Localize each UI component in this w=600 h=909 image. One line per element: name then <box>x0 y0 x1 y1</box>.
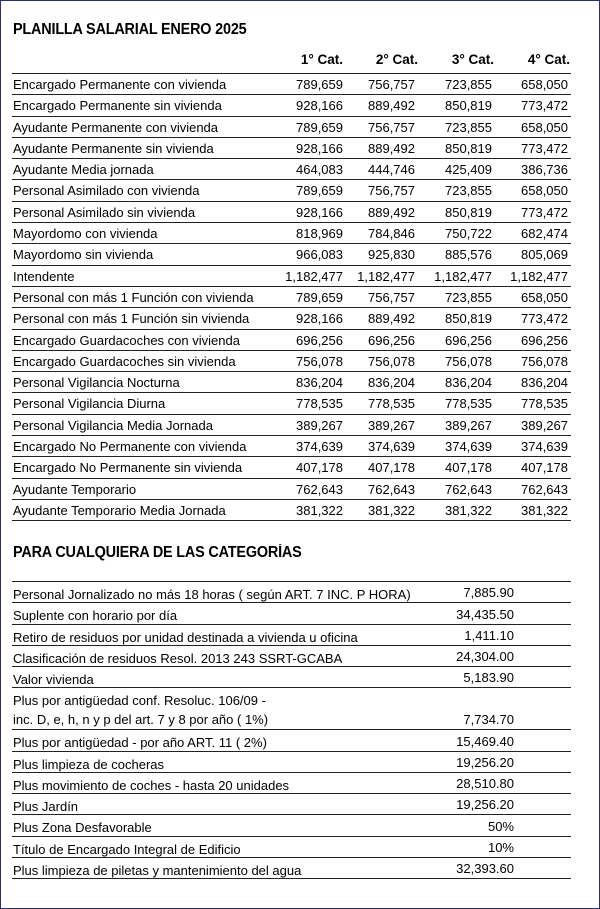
cell-cat-4: 836,204 <box>521 375 568 391</box>
row-label: Ayudante Permanente con vivienda <box>13 119 219 135</box>
cell-cat-3: 850,819 <box>445 204 492 220</box>
table-row <box>12 244 571 265</box>
list-item <box>12 858 571 879</box>
cell-cat-4: 658,050 <box>521 119 568 135</box>
cell-cat-2: 925,830 <box>368 247 415 263</box>
item-value: 50% <box>487 818 514 834</box>
cell-cat-1: 762,643 <box>296 481 343 497</box>
cell-cat-4: 658,050 <box>521 183 568 199</box>
cell-cat-2: 836,204 <box>368 375 415 391</box>
cell-cat-3: 723,855 <box>445 183 492 199</box>
table-row <box>12 74 571 95</box>
extras-table-title: PARA CUALQUIERA DE LAS CATEGORÍAS <box>13 544 302 561</box>
cell-cat-1: 464,083 <box>296 162 343 178</box>
cell-cat-1: 778,535 <box>296 396 343 412</box>
table-row <box>12 117 571 138</box>
cell-cat-2: 756,757 <box>368 119 415 135</box>
cell-cat-4: 658,050 <box>521 289 568 305</box>
row-label: Intendente <box>13 268 75 284</box>
table-row <box>12 330 571 351</box>
cell-cat-2: 756,078 <box>368 353 415 369</box>
cell-cat-2: 1,182,477 <box>357 268 415 284</box>
item-label <box>13 628 358 647</box>
row-label: Ayudante Temporario <box>13 481 137 497</box>
cell-cat-1: 374,639 <box>296 439 343 455</box>
row-label: Ayudante Temporario Media Jornada <box>13 502 226 518</box>
cell-cat-2: 784,846 <box>368 226 415 242</box>
table-row <box>12 457 571 478</box>
cell-cat-4: 773,472 <box>521 311 568 327</box>
cell-cat-3: 885,576 <box>445 247 492 263</box>
table-row <box>12 372 571 393</box>
item-value: 7,885.90 <box>463 585 514 601</box>
item-label-line: Plus movimiento de coches - hasta 20 unidades <box>13 777 290 793</box>
item-value: 5,183.90 <box>463 670 514 686</box>
table-row <box>12 95 571 116</box>
item-label-line: Plus limpieza de cocheras <box>13 756 165 772</box>
cell-cat-4: 756,078 <box>521 353 568 369</box>
item-label-line: Plus limpieza de piletas y mantenimiento del agua <box>13 862 302 878</box>
item-label-line: Suplente con horario por día <box>13 608 178 624</box>
row-label: Encargado No Permanente con vivienda <box>13 439 247 455</box>
salary-table <box>12 74 571 521</box>
cell-cat-1: 818,969 <box>296 226 343 242</box>
item-label <box>13 649 342 668</box>
cell-cat-3: 723,855 <box>445 119 492 135</box>
item-value: 32,393.60 <box>456 861 514 876</box>
cell-cat-3: 850,819 <box>445 311 492 327</box>
cell-cat-1: 836,204 <box>296 375 343 391</box>
list-item <box>12 837 571 858</box>
row-label: Ayudante Permanente sin vivienda <box>13 140 214 156</box>
table-row <box>12 393 571 414</box>
item-value: 24,304.00 <box>456 649 514 664</box>
cell-cat-2: 756,757 <box>368 289 415 305</box>
item-label-line: Plus Zona Desfavorable <box>13 820 152 836</box>
cell-cat-4: 381,322 <box>521 502 568 518</box>
item-label <box>13 585 411 604</box>
cell-cat-2: 374,639 <box>368 439 415 455</box>
row-label: Personal Asimilado con vivienda <box>13 183 200 199</box>
row-label: Mayordomo con vivienda <box>13 226 158 242</box>
row-label: Personal Vigilancia Nocturna <box>13 375 180 391</box>
item-label <box>13 776 289 795</box>
cell-cat-1: 389,267 <box>296 417 343 433</box>
table-row <box>12 138 571 159</box>
cell-cat-1: 789,659 <box>296 183 343 199</box>
item-value: 19,256.20 <box>456 797 514 813</box>
cell-cat-1: 789,659 <box>296 119 343 135</box>
item-value: 7,734.70 <box>463 712 514 728</box>
cell-cat-1: 966,083 <box>296 247 343 263</box>
list-item <box>12 730 571 751</box>
table-row <box>12 415 571 436</box>
row-label: Personal Asimilado sin vivienda <box>13 204 196 220</box>
cell-cat-1: 381,322 <box>296 502 343 518</box>
cell-cat-3: 1,182,477 <box>434 268 492 284</box>
row-label: Encargado Guardacoches sin vivienda <box>13 353 236 369</box>
extras-table <box>12 582 571 879</box>
table-row <box>12 180 571 201</box>
table-row <box>12 500 571 521</box>
cell-cat-3: 425,409 <box>445 162 492 178</box>
item-value: 15,469.40 <box>456 733 514 749</box>
item-label-line: Personal Jornalizado no más 18 horas ( según ART. 7 INC. P HORA) <box>13 587 411 602</box>
cell-cat-2: 407,178 <box>368 460 415 476</box>
table-row <box>12 308 571 329</box>
item-value: 1,411.10 <box>464 627 514 643</box>
item-label-line: Plus Jardín <box>13 799 79 814</box>
item-value: 10% <box>487 839 514 855</box>
list-item <box>12 688 571 730</box>
cell-cat-2: 444,746 <box>368 162 415 178</box>
cell-cat-1: 1,182,477 <box>285 268 343 284</box>
list-item <box>12 752 571 773</box>
cell-cat-2: 696,256 <box>368 332 415 348</box>
column-header-cat-2: 2° Cat. <box>375 52 418 67</box>
cell-cat-2: 762,643 <box>368 481 415 497</box>
cell-cat-3: 723,855 <box>445 77 492 92</box>
cell-cat-4: 682,474 <box>521 226 568 242</box>
item-label-line: Valor vivienda <box>13 672 94 687</box>
cell-cat-3: 778,535 <box>445 396 492 412</box>
column-header-cat-1: 1° Cat. <box>300 52 343 67</box>
cell-cat-2: 381,322 <box>368 502 415 518</box>
item-label-line: Título de Encargado Integral de Edificio <box>13 841 241 857</box>
cell-cat-1: 928,166 <box>296 204 343 220</box>
item-label-line: Plus por antigüedad conf. Resoluc. 106/09 - <box>13 693 266 709</box>
cell-cat-2: 889,492 <box>368 98 415 114</box>
list-item <box>12 794 571 815</box>
cell-cat-3: 723,855 <box>445 289 492 305</box>
column-header-cat-4: 4° Cat. <box>527 52 570 67</box>
item-label-line-2: inc. D, e, h, n y p del art. 7 y 8 por año ( 1%) <box>13 712 269 728</box>
cell-cat-4: 374,639 <box>521 439 568 455</box>
row-label: Encargado Guardacoches con vivienda <box>13 332 240 348</box>
item-label <box>13 840 241 859</box>
list-item <box>12 815 571 836</box>
cell-cat-2: 889,492 <box>368 311 415 327</box>
list-item <box>12 582 571 603</box>
cell-cat-4: 773,472 <box>521 204 568 220</box>
cell-cat-1: 756,078 <box>296 353 343 369</box>
cell-cat-3: 836,204 <box>445 375 492 391</box>
list-item <box>12 773 571 794</box>
row-label: Ayudante Media jornada <box>13 162 154 178</box>
cell-cat-3: 756,078 <box>445 353 492 369</box>
row-label: Personal con más 1 Función con vivienda <box>13 289 254 305</box>
cell-cat-1: 407,178 <box>296 460 343 476</box>
row-label: Personal Vigilancia Media Jornada <box>13 417 213 433</box>
table-row <box>12 223 571 244</box>
cell-cat-4: 696,256 <box>521 332 568 348</box>
item-label <box>13 670 94 689</box>
item-label-line: Plus por antigüedad - por año ART. 11 ( 2%) <box>13 735 267 751</box>
list-item <box>12 667 571 688</box>
table-row <box>12 266 571 287</box>
cell-cat-1: 696,256 <box>296 332 343 348</box>
item-label-line: Retiro de residuos por unidad destinada a vivienda u oficina <box>13 629 358 645</box>
cell-cat-4: 805,069 <box>521 247 568 263</box>
row-label: Encargado No Permanente sin vivienda <box>13 460 243 476</box>
cell-cat-3: 389,267 <box>445 417 492 433</box>
item-value: 34,435.50 <box>456 606 514 622</box>
item-value: 28,510.80 <box>456 776 514 791</box>
cell-cat-3: 750,722 <box>445 226 492 242</box>
table-row <box>12 202 571 223</box>
item-label-line: Clasificación de residuos Resol. 2013 243 SSRT-GCABA <box>13 650 343 666</box>
cell-cat-4: 773,472 <box>521 98 568 114</box>
row-label: Encargado Permanente con vivienda <box>13 77 227 92</box>
cell-cat-3: 407,178 <box>445 460 492 476</box>
cell-cat-3: 850,819 <box>445 140 492 156</box>
row-label: Personal Vigilancia Diurna <box>13 396 166 412</box>
cell-cat-4: 386,736 <box>521 162 568 178</box>
cell-cat-1: 928,166 <box>296 140 343 156</box>
table-row <box>12 287 571 308</box>
item-value: 19,256.20 <box>456 754 514 770</box>
cell-cat-1: 928,166 <box>296 311 343 327</box>
column-header-cat-3: 3° Cat. <box>451 52 494 67</box>
table-row <box>12 436 571 457</box>
table-row <box>12 351 571 372</box>
item-label <box>13 733 267 752</box>
cell-cat-1: 928,166 <box>296 98 343 114</box>
list-item <box>12 625 571 646</box>
cell-cat-3: 374,639 <box>445 439 492 455</box>
item-label <box>13 861 301 880</box>
list-item <box>12 646 571 667</box>
cell-cat-2: 389,267 <box>368 417 415 433</box>
cell-cat-4: 773,472 <box>521 140 568 156</box>
row-label: Encargado Permanente sin vivienda <box>13 98 222 114</box>
cell-cat-4: 407,178 <box>521 460 568 476</box>
cell-cat-2: 889,492 <box>368 204 415 220</box>
cell-cat-3: 696,256 <box>445 332 492 348</box>
table-row <box>12 159 571 180</box>
salary-table-title: PLANILLA SALARIAL ENERO 2025 <box>13 21 247 38</box>
item-label <box>13 691 268 729</box>
cell-cat-3: 850,819 <box>445 98 492 114</box>
cell-cat-1: 789,659 <box>296 289 343 305</box>
cell-cat-4: 778,535 <box>521 396 568 412</box>
item-label <box>13 755 164 774</box>
row-label: Personal con más 1 Función sin vivienda <box>13 311 250 327</box>
cell-cat-2: 889,492 <box>368 140 415 156</box>
cell-cat-2: 756,757 <box>368 183 415 199</box>
row-label: Mayordomo sin vivienda <box>13 247 154 263</box>
cell-cat-3: 381,322 <box>445 502 492 518</box>
cell-cat-4: 762,643 <box>521 481 568 497</box>
cell-cat-2: 756,757 <box>368 77 415 92</box>
cell-cat-1: 789,659 <box>296 77 343 92</box>
cell-cat-4: 1,182,477 <box>510 268 568 284</box>
list-item <box>12 603 571 624</box>
cell-cat-4: 658,050 <box>521 77 568 92</box>
item-label <box>13 797 78 816</box>
cell-cat-4: 389,267 <box>521 417 568 433</box>
item-label <box>13 818 152 837</box>
table-row <box>12 479 571 500</box>
cell-cat-2: 778,535 <box>368 396 415 412</box>
item-label <box>13 606 177 625</box>
cell-cat-3: 762,643 <box>445 481 492 497</box>
